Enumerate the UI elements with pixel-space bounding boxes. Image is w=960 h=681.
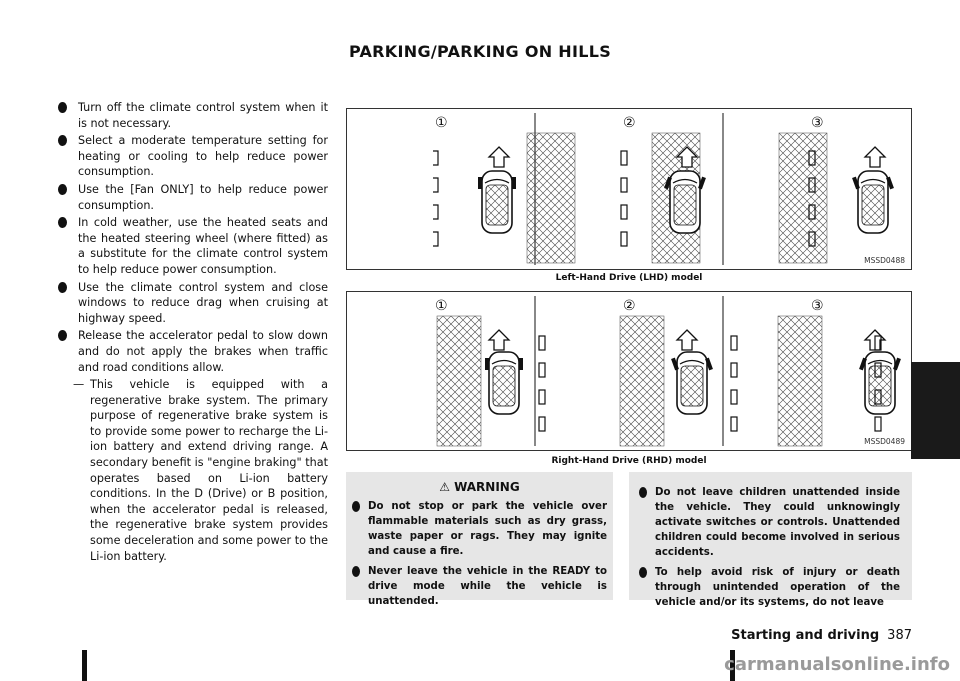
curb-mark xyxy=(621,178,627,192)
figure-caption: Right-Hand Drive (RHD) model xyxy=(551,456,707,466)
figure-marker: ② xyxy=(623,298,636,314)
figure-id: MSSD0488 xyxy=(864,256,905,265)
car-icon xyxy=(664,171,706,233)
hatched-zone xyxy=(778,316,822,446)
warning-continuation-box xyxy=(629,472,912,608)
bullet-icon xyxy=(58,184,67,195)
car-icon xyxy=(671,352,713,414)
car-icon xyxy=(478,171,516,233)
curb-mark xyxy=(731,363,737,377)
car-icon xyxy=(485,352,523,414)
page-title: PARKING/PARKING ON HILLS xyxy=(348,42,612,61)
curb-mark xyxy=(539,417,545,431)
parking-diagram-rhd xyxy=(347,292,911,450)
figure-caption: Left-Hand Drive (LHD) model xyxy=(555,273,703,283)
watermark: carmanualsonline.info xyxy=(724,654,950,675)
hatched-zone xyxy=(779,133,827,263)
bullet-icon xyxy=(58,282,67,293)
dash-marker: — xyxy=(73,378,85,392)
bullet-icon xyxy=(352,501,360,512)
car-icon xyxy=(852,171,894,233)
curb-mark xyxy=(621,151,627,165)
list-item: Turn off the climate control system when it is not necessary. xyxy=(56,100,328,131)
parking-diagram-lhd xyxy=(347,109,911,269)
figure-id: MSSD0489 xyxy=(864,437,905,446)
curb-mark xyxy=(731,390,737,404)
sub-list-item: — This vehicle is equipped with a regenerative brake system. The primary purpose of regenerative brake system is to provide some power to recharge the Li-ion battery and extend driving range. A secondary benefit is "engine braking" that operates based on Li-ion battery conditions. In the D (Drive) or B position, when the accelerator pedal is released, the regenerative brake system provides some deceleration and some power to the Li-ion battery. xyxy=(73,378,328,563)
bullet-icon xyxy=(639,567,647,578)
figure-rhd xyxy=(346,291,912,451)
warning-box xyxy=(346,472,613,607)
figure-marker: ① xyxy=(435,115,448,131)
bullet-icon xyxy=(639,487,647,498)
list-item: Select a moderate temperature setting for heating or cooling to help reduce power consumption. xyxy=(56,133,328,180)
figure-marker: ① xyxy=(435,298,448,314)
curb-mark xyxy=(433,151,438,165)
bullet-icon xyxy=(58,330,67,341)
hatched-zone xyxy=(620,316,664,446)
curb-mark xyxy=(875,417,881,431)
curb-mark xyxy=(433,178,438,192)
figure-marker: ③ xyxy=(811,298,824,314)
chapter-tab xyxy=(911,362,960,459)
arrow-up-icon xyxy=(489,147,509,167)
list-item: Use the [Fan ONLY] to help reduce power consumption. xyxy=(56,182,328,213)
figure-marker: ③ xyxy=(811,115,824,131)
curb-mark xyxy=(731,336,737,350)
curb-mark xyxy=(433,232,438,246)
arrow-up-icon xyxy=(489,330,509,350)
figure-marker: ② xyxy=(623,115,636,131)
curb-mark xyxy=(621,205,627,219)
crop-mark xyxy=(82,650,87,681)
car-icon xyxy=(859,352,901,414)
bullet-icon xyxy=(58,217,67,228)
section-name: Starting and driving xyxy=(731,628,880,643)
curb-mark xyxy=(539,390,545,404)
warning-heading: ⚠ WARNING xyxy=(439,480,520,494)
page-number: 387 xyxy=(887,628,912,643)
body-text-column xyxy=(56,100,328,564)
warning-item: To help avoid risk of injury or death through unintended operation of the vehicle and/or its systems, do not leave xyxy=(629,565,912,610)
curb-mark xyxy=(433,205,438,219)
list-item: In cold weather, use the heated seats and the heated steering wheel (where fitted) as a substitute for the climate control system to help reduce power consumption. xyxy=(56,215,328,277)
curb-mark xyxy=(539,363,545,377)
list-item: Release the accelerator pedal to slow down and do not apply the brakes when traffic and road conditions allow. xyxy=(56,328,328,375)
arrow-up-icon xyxy=(677,330,697,350)
warning-item: Never leave the vehicle in the READY to drive mode while the vehicle is unattended. xyxy=(346,564,613,609)
list-item: Use the climate control system and close windows to reduce drag when cruising at highway speed. xyxy=(56,280,328,327)
bullet-icon xyxy=(352,566,360,577)
figure-lhd xyxy=(346,108,912,270)
bullet-icon xyxy=(58,135,67,146)
arrow-up-icon xyxy=(865,147,885,167)
hatched-zone xyxy=(527,133,575,263)
curb-mark xyxy=(621,232,627,246)
page-footer xyxy=(731,628,912,643)
warning-item: Do not leave children unattended inside the vehicle. They could unknowingly activate switches or controls. Unattended children could become involved in serious accidents. xyxy=(629,485,912,560)
curb-mark xyxy=(731,417,737,431)
warning-triangle-icon: ⚠ xyxy=(439,480,451,494)
warning-item: Do not stop or park the vehicle over flammable materials such as dry grass, waste paper or rags. They may ignite and cause a fire. xyxy=(346,499,613,559)
hatched-zone xyxy=(437,316,481,446)
curb-mark xyxy=(539,336,545,350)
bullet-icon xyxy=(58,102,67,113)
